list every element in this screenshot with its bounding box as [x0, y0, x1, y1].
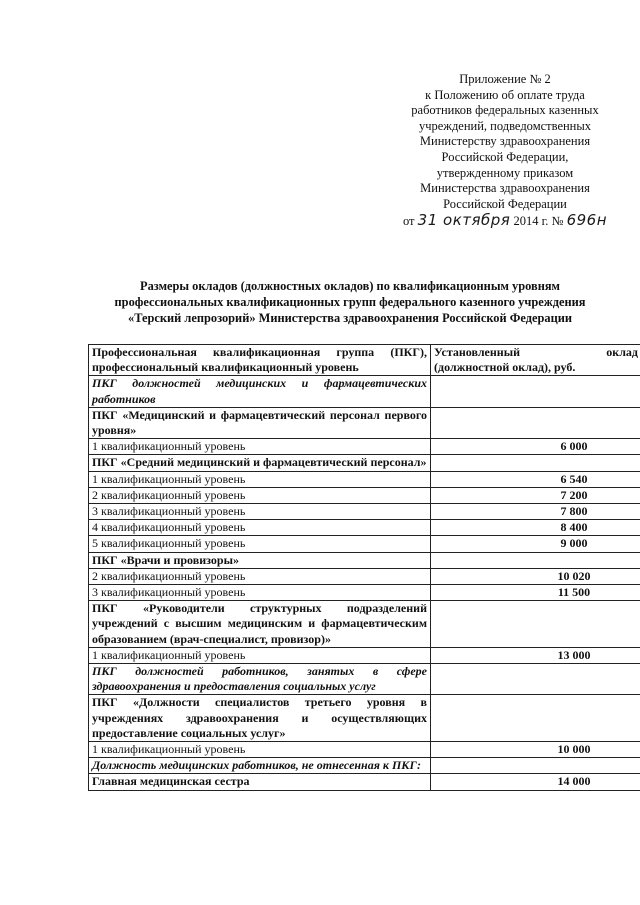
- row-label: 2 квалификационный уровень: [89, 568, 431, 584]
- table-row: [89, 585, 640, 601]
- table-row: [89, 455, 640, 471]
- order-prefix: от: [402, 214, 415, 229]
- handwritten-order-number: 696н: [566, 211, 608, 230]
- row-label: ПКГ «Должности специалистов третьего уровня в учреждениях здравоохранения и осуществляющих предоставление социальных услуг»: [89, 695, 431, 742]
- table-row: [89, 568, 640, 584]
- table-row: [89, 487, 640, 503]
- appendix-line: Министерства здравоохранения: [420, 181, 590, 196]
- table-row: [89, 536, 640, 552]
- order-year: 2014 г. №: [513, 214, 564, 229]
- appendix-line: Российской Федерации: [443, 196, 567, 211]
- row-value: 7 800: [431, 504, 640, 520]
- row-value: 6 000: [431, 439, 640, 455]
- appendix-line: утвержденному приказом: [436, 165, 574, 180]
- row-label: 1 квалификационный уровень: [89, 471, 431, 487]
- row-value: 11 500: [431, 585, 640, 601]
- row-label: 3 квалификационный уровень: [89, 585, 431, 601]
- row-label: ПКГ «Руководители структурных подразделений учреждений с высшим медицинским и фармацевтическим образованием (врач-специалист, провизор)»: [89, 601, 431, 648]
- header-right-c: (должностной оклад), руб.: [434, 360, 576, 375]
- row-value: 14 000: [431, 774, 640, 790]
- row-label: ПКГ «Врачи и провизоры»: [89, 552, 431, 568]
- row-value: [431, 552, 640, 568]
- row-value: [431, 695, 640, 742]
- appendix-line: Российской Федерации,: [441, 149, 569, 164]
- handwritten-date: 31 октября: [417, 211, 511, 230]
- row-label: 1 квалификационный уровень: [89, 647, 431, 663]
- row-label: Должность медицинских работников, не отнесенная к ПКГ:: [89, 758, 431, 774]
- table-row: [89, 742, 640, 758]
- row-value: [431, 664, 640, 695]
- header-right-cell: [431, 345, 640, 376]
- row-label: Главная медицинская сестра: [89, 774, 431, 790]
- header-right-b: оклад: [606, 345, 638, 359]
- row-label: 1 квалификационный уровень: [89, 439, 431, 455]
- appendix-line: к Положению об оплате труда: [425, 87, 585, 102]
- row-value: [431, 601, 640, 648]
- row-label: ПКГ должностей работников, занятых в сфере здравоохранения и предоставления социальных услуг: [89, 664, 431, 695]
- row-label: ПКГ должностей медицинских и фармацевтических работников: [89, 376, 431, 407]
- table-row: [89, 407, 640, 438]
- row-value: 10 000: [431, 742, 640, 758]
- appendix-block: [375, 72, 635, 230]
- appendix-line: Министерству здравоохранения: [419, 134, 591, 149]
- title-line: профессиональных квалификационных групп федерального казенного учреждения: [114, 295, 586, 310]
- row-label: 4 квалификационный уровень: [89, 520, 431, 536]
- appendix-line: Приложение № 2: [459, 72, 551, 86]
- title-line: «Терский лепрозорий» Министерства здравоохранения Российской Федерации: [128, 311, 572, 326]
- row-label: ПКГ «Медицинский и фармацевтический персонал первого уровня»: [89, 407, 431, 438]
- table-row: [89, 520, 640, 536]
- row-value: [431, 455, 640, 471]
- table-row: [89, 439, 640, 455]
- row-value: [431, 758, 640, 774]
- header-left-cell: Профессиональная квалификационная группа (ПКГ), профессиональный квалификационный уровень: [89, 345, 431, 376]
- row-label: 2 квалификационный уровень: [89, 487, 431, 503]
- row-label: 3 квалификационный уровень: [89, 504, 431, 520]
- row-value: [431, 376, 640, 407]
- row-label: 1 квалификационный уровень: [89, 742, 431, 758]
- table-row: [89, 758, 640, 774]
- row-value: 9 000: [431, 536, 640, 552]
- table-row: [89, 695, 640, 742]
- row-value: 6 540: [431, 471, 640, 487]
- row-label: 5 квалификационный уровень: [89, 536, 431, 552]
- title-line: Размеры окладов (должностных окладов) по квалификационным уровням: [140, 279, 560, 293]
- table-row: [89, 774, 640, 790]
- appendix-line: учреждений, подведомственных: [418, 118, 592, 133]
- table-row: [89, 376, 640, 407]
- table-row: [89, 552, 640, 568]
- table-row: [89, 664, 640, 695]
- row-value: [431, 407, 640, 438]
- row-label: ПКГ «Средний медицинский и фармацевтический персонал»: [89, 455, 431, 471]
- row-value: 10 020: [431, 568, 640, 584]
- header-right-a: Установленный: [434, 345, 520, 359]
- table-row: [89, 504, 640, 520]
- table-row: [89, 601, 640, 648]
- table-row: [89, 647, 640, 663]
- table-row: [89, 471, 640, 487]
- order-reference: [375, 213, 635, 230]
- row-value: 7 200: [431, 487, 640, 503]
- table-header-row: [89, 345, 640, 376]
- row-value: 8 400: [431, 520, 640, 536]
- salary-table: [88, 344, 640, 791]
- document-title: [60, 278, 640, 327]
- appendix-line: работников федеральных казенных: [411, 103, 599, 118]
- row-value: 13 000: [431, 647, 640, 663]
